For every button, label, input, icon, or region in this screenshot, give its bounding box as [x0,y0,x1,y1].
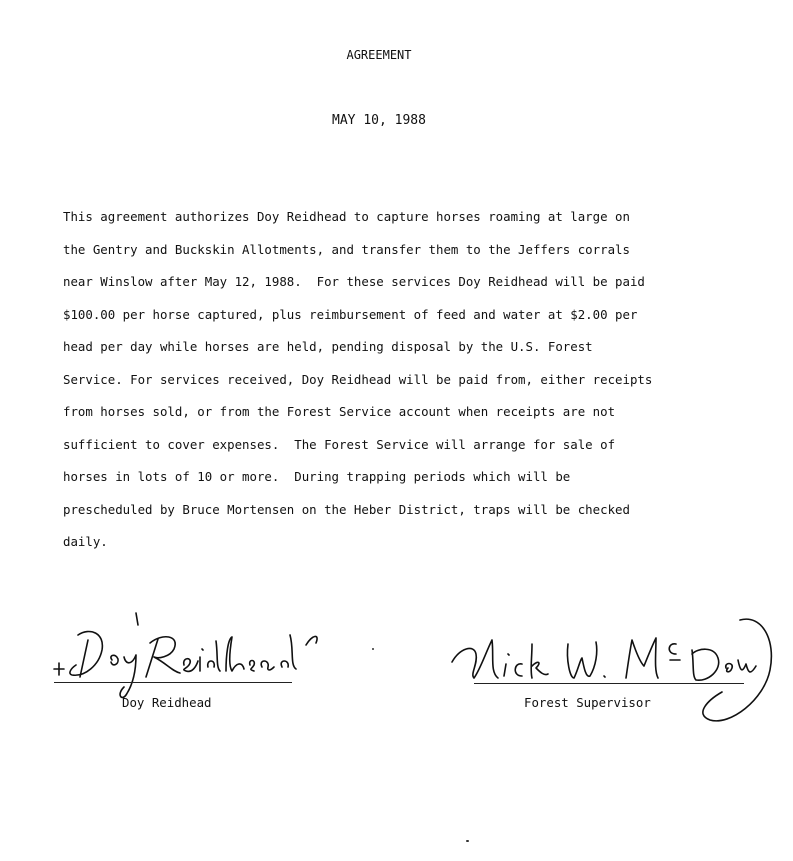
body-line: This agreement authorizes Doy Reidhead to capture horses roaming at large on [63,209,630,224]
body-line: $100.00 per horse captured, plus reimbursement of feed and water at $2.00 per [63,306,638,322]
signature-doy-reidhead [50,605,340,705]
page-title: AGREEMENT [346,48,412,62]
body-line: horses in lots of 10 or more. During trapping periods which will be [63,469,571,484]
signature-line-right [474,683,744,684]
body-line: daily. [63,534,108,549]
body-line: prescheduled by Bruce Mortensen on the Heber District, traps will be checked [63,501,630,517]
body-line: Service. For services received, Doy Reidhead will be paid from, either receipts [63,371,653,387]
paper-speck [372,648,374,650]
body-line: sufficient to cover expenses. The Forest Service will arrange for sale of [63,436,616,452]
agreement-body [63,208,743,566]
body-line: from horses sold, or from the Forest Service account when receipts are not [63,404,616,419]
body-line: near Winslow after May 12, 1988. For these services Doy Reidhead will be paid [63,274,645,289]
signature-label-forest-supervisor: Forest Supervisor [524,695,651,710]
signature-label-doy-reidhead: Doy Reidhead [122,695,212,710]
signature-line-left [54,682,292,683]
signature-nick-mcdonough [440,600,780,730]
agreement-date: MAY 10, 1988 [332,113,426,128]
body-line: the Gentry and Buckskin Allotments, and transfer them to the Jeffers corrals [63,241,630,257]
paper-speck [466,840,469,842]
body-line: head per day while horses are held, pending disposal by the U.S. Forest [63,339,593,354]
